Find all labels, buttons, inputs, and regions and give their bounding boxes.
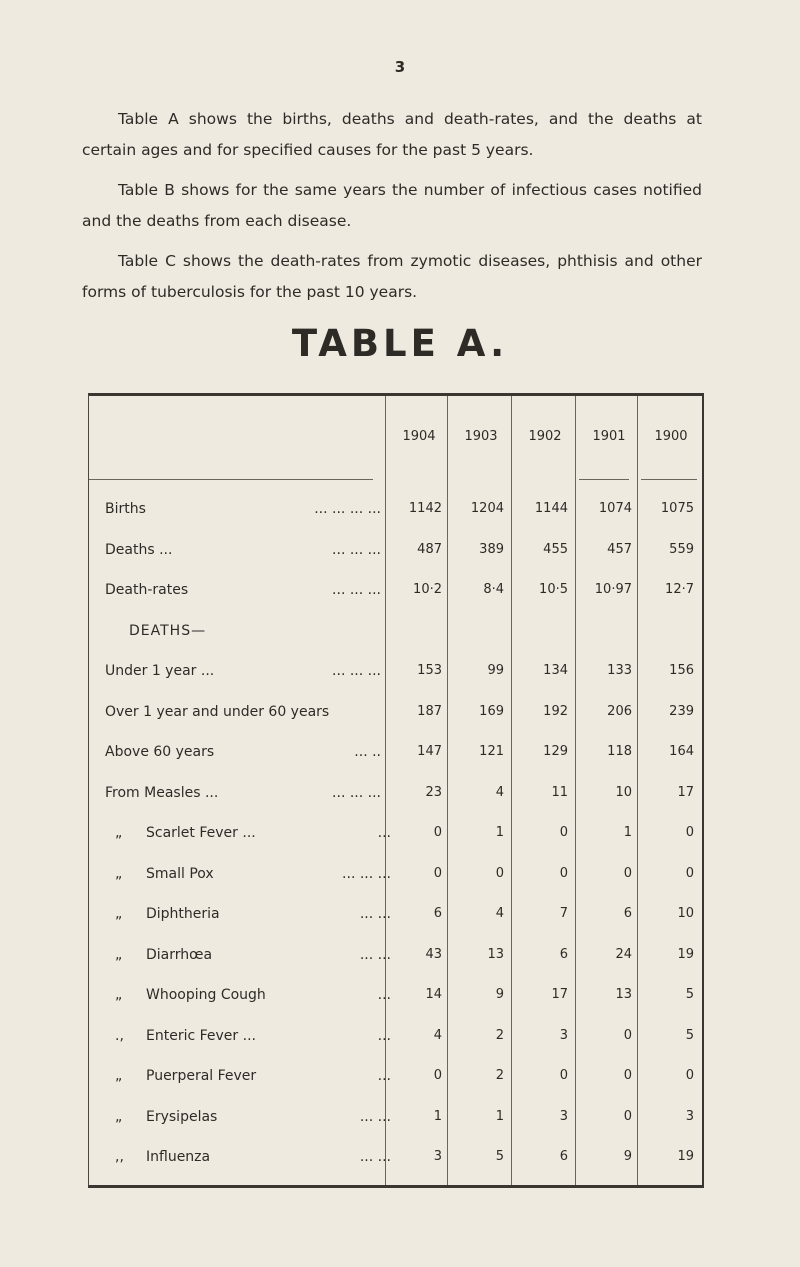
table-cell: 1 bbox=[495, 1108, 504, 1124]
table-cell: 8·4 bbox=[483, 582, 504, 597]
leader-dots: ... ... bbox=[359, 1108, 391, 1125]
table-cell: 23 bbox=[425, 784, 442, 800]
table-cell: 3 bbox=[559, 1027, 568, 1043]
table-cell: 2 bbox=[495, 1068, 504, 1083]
table-cell: 12·7 bbox=[665, 582, 694, 597]
ditto-mark: „ bbox=[115, 1108, 123, 1125]
intro-paragraph-table-a: Table A shows the births, deaths and death-rates, and the deaths at certain ages and for specified causes for the past 5 years. bbox=[82, 110, 702, 159]
table-cell: 121 bbox=[479, 744, 504, 759]
row-label bbox=[105, 542, 381, 558]
table-cell: 0 bbox=[559, 1068, 568, 1083]
table-row bbox=[89, 825, 705, 845]
row-label-text: DEATHS— bbox=[129, 622, 207, 639]
table-cell: 9 bbox=[495, 987, 504, 1002]
table-cell: 9 bbox=[623, 1149, 632, 1164]
row-label-text: Under 1 year ... bbox=[105, 663, 215, 679]
header-rule bbox=[89, 479, 373, 480]
table-cell: 0 bbox=[623, 1108, 632, 1124]
table-cell: 0 bbox=[623, 1027, 632, 1043]
table-cell: 13 bbox=[487, 946, 504, 962]
header-year-1900: 1900 bbox=[654, 429, 688, 444]
table-cell: 1 bbox=[623, 825, 632, 840]
table-cell: 17 bbox=[677, 784, 694, 800]
row-label bbox=[105, 744, 381, 760]
row-label-text: Births bbox=[105, 501, 146, 517]
table-cell: 1 bbox=[495, 825, 504, 840]
row-label-text: Influenza bbox=[146, 1149, 211, 1165]
header-year-1902: 1902 bbox=[528, 429, 562, 444]
table-cell: 6 bbox=[623, 906, 632, 921]
table-cell: 19 bbox=[677, 946, 694, 962]
ditto-mark: ,, bbox=[115, 1149, 124, 1165]
table-cell: 24 bbox=[615, 946, 632, 962]
table-cell: 129 bbox=[543, 744, 568, 759]
table-row bbox=[89, 1028, 705, 1048]
table-row bbox=[89, 987, 705, 1007]
table-cell: 13 bbox=[615, 987, 632, 1002]
table-row bbox=[89, 1109, 705, 1129]
intro-paragraph-table-c: Table C shows the death-rates from zymotic diseases, phthisis and other forms of tuberculosis for the past 10 years. bbox=[82, 252, 702, 301]
row-label bbox=[105, 704, 381, 720]
table-cell: 457 bbox=[607, 541, 632, 557]
row-label-text: Above 60 years bbox=[105, 744, 215, 760]
table-cell: 187 bbox=[417, 703, 442, 719]
table-cell: 14 bbox=[425, 987, 442, 1002]
row-label bbox=[105, 663, 381, 679]
table-row bbox=[89, 501, 705, 521]
table-cell: 147 bbox=[417, 744, 442, 759]
table-row bbox=[89, 1149, 705, 1169]
row-label-text: Enteric Fever ... bbox=[146, 1027, 256, 1044]
table-cell: 0 bbox=[685, 1068, 694, 1083]
table-cell: 1144 bbox=[534, 501, 568, 516]
table-row bbox=[89, 947, 705, 967]
row-label-text: Erysipelas bbox=[146, 1108, 218, 1125]
table-cell: 455 bbox=[543, 541, 568, 557]
table-row bbox=[89, 744, 705, 764]
row-label-text: Diarrhœa bbox=[146, 946, 213, 963]
row-label-text: Whooping Cough bbox=[146, 987, 266, 1003]
leader-dots: ... ... ... bbox=[332, 663, 381, 679]
table-cell: 1204 bbox=[470, 501, 504, 516]
row-label-text: Scarlet Fever ... bbox=[146, 825, 256, 841]
table-cell: 0 bbox=[433, 1068, 442, 1083]
ditto-mark: „ bbox=[115, 946, 123, 963]
ditto-mark: „ bbox=[115, 865, 123, 882]
table-cell: 0 bbox=[433, 865, 442, 881]
row-label-text: Puerperal Fever bbox=[146, 1068, 257, 1084]
table-cell: 10 bbox=[677, 906, 694, 921]
table-cell: 1074 bbox=[598, 501, 632, 516]
intro-text bbox=[82, 104, 702, 317]
table-cell: 11 bbox=[551, 784, 568, 800]
table-cell: 4 bbox=[433, 1027, 442, 1043]
leader-dots: ... bbox=[377, 825, 391, 841]
ditto-mark: „ bbox=[115, 906, 123, 922]
leader-dots: ... ... ... bbox=[332, 582, 381, 598]
table-cell: 5 bbox=[685, 987, 694, 1002]
ditto-mark: ., bbox=[115, 1027, 124, 1044]
table-row bbox=[89, 582, 705, 602]
table-cell: 3 bbox=[559, 1108, 568, 1124]
table-cell: 156 bbox=[669, 663, 694, 678]
table-cell: 19 bbox=[677, 1149, 694, 1164]
table-cell: 5 bbox=[685, 1027, 694, 1043]
table-cell: 2 bbox=[495, 1027, 504, 1043]
table-cell: 0 bbox=[559, 865, 568, 881]
row-label bbox=[105, 501, 381, 517]
intro-paragraph-table-b: Table B shows for the same years the number of infectious cases notified and the deaths from each disease. bbox=[82, 181, 702, 230]
table-cell: 0 bbox=[559, 825, 568, 840]
table-cell: 7 bbox=[559, 906, 568, 921]
table-cell: 6 bbox=[433, 906, 442, 921]
table-cell: 3 bbox=[685, 1108, 694, 1124]
table-cell: 3 bbox=[433, 1149, 442, 1164]
table-cell: 133 bbox=[607, 663, 632, 678]
table-cell: 153 bbox=[417, 663, 442, 678]
leader-dots: ... ... ... ... bbox=[314, 501, 381, 517]
header-rule bbox=[641, 479, 697, 480]
leader-dots: ... bbox=[377, 1068, 391, 1084]
row-label-text: Death-rates bbox=[105, 582, 189, 598]
table-cell: 1075 bbox=[660, 501, 694, 516]
row-label-text: From Measles ... bbox=[105, 784, 219, 801]
row-label-text: Over 1 year and under 60 years bbox=[105, 703, 330, 720]
table-row bbox=[89, 1068, 705, 1088]
table-cell: 118 bbox=[607, 744, 632, 759]
table-row bbox=[89, 663, 705, 683]
leader-dots: ... bbox=[377, 987, 391, 1003]
table-cell: 134 bbox=[543, 663, 568, 678]
table-cell: 192 bbox=[543, 703, 568, 719]
header-year-1903: 1903 bbox=[464, 429, 498, 444]
table-cell: 43 bbox=[425, 946, 442, 962]
table-row bbox=[89, 542, 705, 562]
table-cell: 206 bbox=[607, 703, 632, 719]
table-cell: 1 bbox=[433, 1108, 442, 1124]
row-label-text: Diphtheria bbox=[146, 906, 220, 922]
leader-dots: ... ... bbox=[359, 1149, 391, 1165]
table-cell: 6 bbox=[559, 946, 568, 962]
ditto-mark: „ bbox=[115, 1068, 123, 1084]
leader-dots: ... .. bbox=[354, 744, 381, 760]
table-cell: 0 bbox=[685, 865, 694, 881]
table-row bbox=[89, 866, 705, 886]
table-cell: 0 bbox=[623, 865, 632, 881]
header-rule bbox=[579, 479, 629, 480]
header-year-1901: 1901 bbox=[592, 429, 626, 444]
row-label-text: Deaths ... bbox=[105, 541, 173, 558]
table-cell: 5 bbox=[495, 1149, 504, 1164]
table-cell: 17 bbox=[551, 987, 568, 1002]
table-cell: 0 bbox=[623, 1068, 632, 1083]
table-row bbox=[89, 623, 705, 643]
table-cell: 559 bbox=[669, 541, 694, 557]
ditto-mark: „ bbox=[115, 987, 123, 1003]
table-cell: 169 bbox=[479, 703, 504, 719]
table-cell: 0 bbox=[433, 825, 442, 840]
ditto-mark: „ bbox=[115, 825, 123, 841]
table-row bbox=[89, 785, 705, 805]
table-cell: 4 bbox=[495, 784, 504, 800]
table-row bbox=[89, 704, 705, 724]
table-title: TABLE A. bbox=[291, 322, 509, 365]
table-cell: 0 bbox=[685, 825, 694, 840]
table-cell: 99 bbox=[487, 663, 504, 678]
leader-dots: ... ... bbox=[359, 946, 391, 963]
table-cell: 10·97 bbox=[594, 582, 632, 597]
row-label bbox=[105, 785, 381, 801]
table-cell: 389 bbox=[479, 541, 504, 557]
table-cell: 487 bbox=[417, 541, 442, 557]
table-row bbox=[89, 906, 705, 926]
table-cell: 4 bbox=[495, 906, 504, 921]
table-cell: 0 bbox=[495, 865, 504, 881]
table-cell: 1142 bbox=[408, 501, 442, 516]
page-number: 3 bbox=[394, 58, 406, 76]
table-cell: 6 bbox=[559, 1149, 568, 1164]
table-cell: 10·5 bbox=[539, 582, 568, 597]
leader-dots: ... ... ... bbox=[332, 784, 381, 801]
table-cell: 239 bbox=[669, 703, 694, 719]
table-cell: 10·2 bbox=[413, 582, 442, 597]
row-label-text: Small Pox bbox=[146, 865, 214, 882]
leader-dots: ... bbox=[377, 1027, 391, 1044]
leader-dots: ... ... ... bbox=[342, 865, 391, 882]
header-year-1904: 1904 bbox=[402, 429, 436, 444]
table-cell: 10 bbox=[615, 784, 632, 800]
row-label bbox=[105, 582, 381, 598]
leader-dots: ... ... ... bbox=[332, 541, 381, 558]
table-cell: 164 bbox=[669, 744, 694, 759]
table-a bbox=[88, 393, 704, 1188]
leader-dots: ... ... bbox=[359, 906, 391, 922]
